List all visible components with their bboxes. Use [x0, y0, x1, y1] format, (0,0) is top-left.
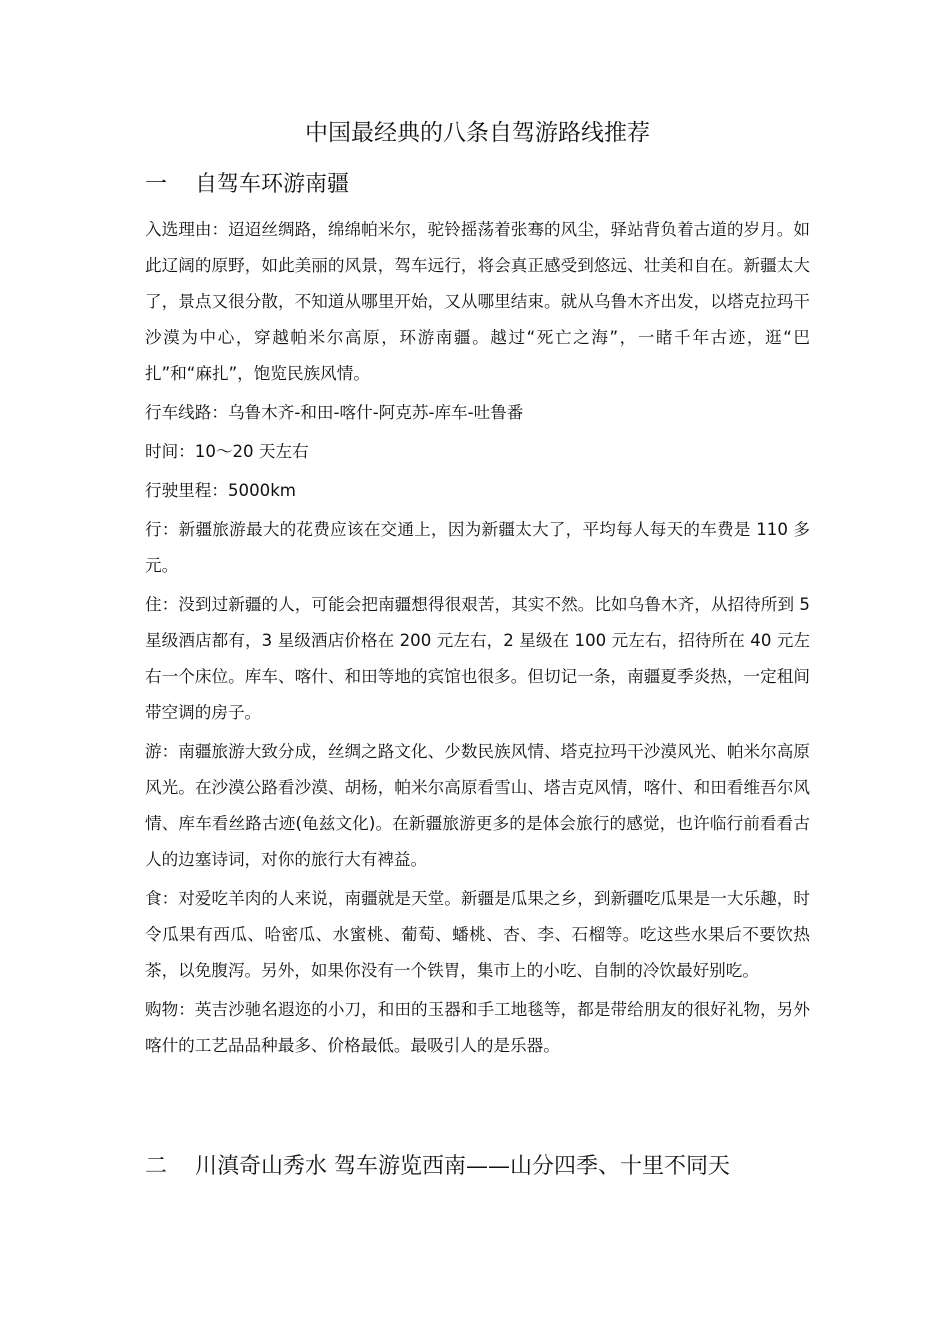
paragraph-lodging: 住：没到过新疆的人，可能会把南疆想得很艰苦，其实不然。比如乌鲁木齐，从招待所到 5 星级酒店都有，3 星级酒店价格在 200 元左右，2 星级在 100 元左右，招待所在 40 元左右一个床位。库车、喀什、和田等地的宾馆也很多。但切记一条，南疆夏季炎热，一定租间带空调的房子。 [145, 595, 810, 722]
paragraph-transport: 行：新疆旅游最大的花费应该在交通上，因为新疆太大了，平均每人每天的车费是 110 多元。 [145, 520, 810, 575]
document-title: 中国最经典的八条自驾游路线推荐 [305, 120, 650, 146]
paragraph-shopping: 购物：英吉沙驰名遐迩的小刀，和田的玉器和手工地毯等，都是带给朋友的很好礼物，另外喀什的工艺品品种最多、价格最低。最吸引人的是乐器。 [145, 1000, 810, 1055]
paragraph-duration: 时间：10～20 天左右 [145, 442, 309, 461]
section-1-body [145, 212, 810, 1067]
section-2-heading [145, 1150, 730, 1184]
paragraph-sightseeing: 游：南疆旅游大致分成，丝绸之路文化、少数民族风情、塔克拉玛干沙漠风光、帕米尔高原风光。在沙漠公路看沙漠、胡杨，帕米尔高原看雪山、塔吉克风情，喀什、和田看维吾尔风情、库车看丝路古迹(龟兹文化)。在新疆旅游更多的是体会旅行的感觉，也许临行前看看古人的边塞诗词，对你的旅行大有裨益。 [145, 742, 810, 869]
paragraph-route: 行车线路：乌鲁木齐-和田-喀什-阿克苏-库车-吐鲁番 [145, 403, 524, 422]
paragraph-distance: 行驶里程：5000km [145, 481, 296, 500]
section-1-number: 一 [145, 172, 168, 197]
paragraph-food: 食：对爱吃羊肉的人来说，南疆就是天堂。新疆是瓜果之乡，到新疆吃瓜果是一大乐趣，时令瓜果有西瓜、哈密瓜、水蜜桃、葡萄、蟠桃、杏、李、石榴等。吃这些水果后不要饮热茶，以免腹泻。另外，如果你没有一个铁胃，集市上的小吃、自制的冷饮最好别吃。 [145, 889, 810, 980]
paragraph-reason: 入选理由：迢迢丝绸路，绵绵帕米尔，驼铃摇荡着张骞的风尘，驿站背负着古道的岁月。如此辽阔的原野，如此美丽的风景，驾车远行，将会真正感受到悠远、壮美和自在。新疆太大了，景点又很分散，不知道从哪里开始，又从哪里结束。就从乌鲁木齐出发，以塔克拉玛干沙漠为中心，穿越帕米尔高原，环游南疆。越过“死亡之海”，一睹千年古迹，逛“巴扎”和“麻扎”，饱览民族风情。 [145, 220, 810, 383]
section-1-heading [145, 168, 349, 202]
section-2-title: 川滇奇山秀水 驾车游览西南——山分四季、十里不同天 [195, 1154, 730, 1179]
section-2-number: 二 [145, 1154, 168, 1179]
section-1-title: 自驾车环游南疆 [195, 172, 350, 197]
